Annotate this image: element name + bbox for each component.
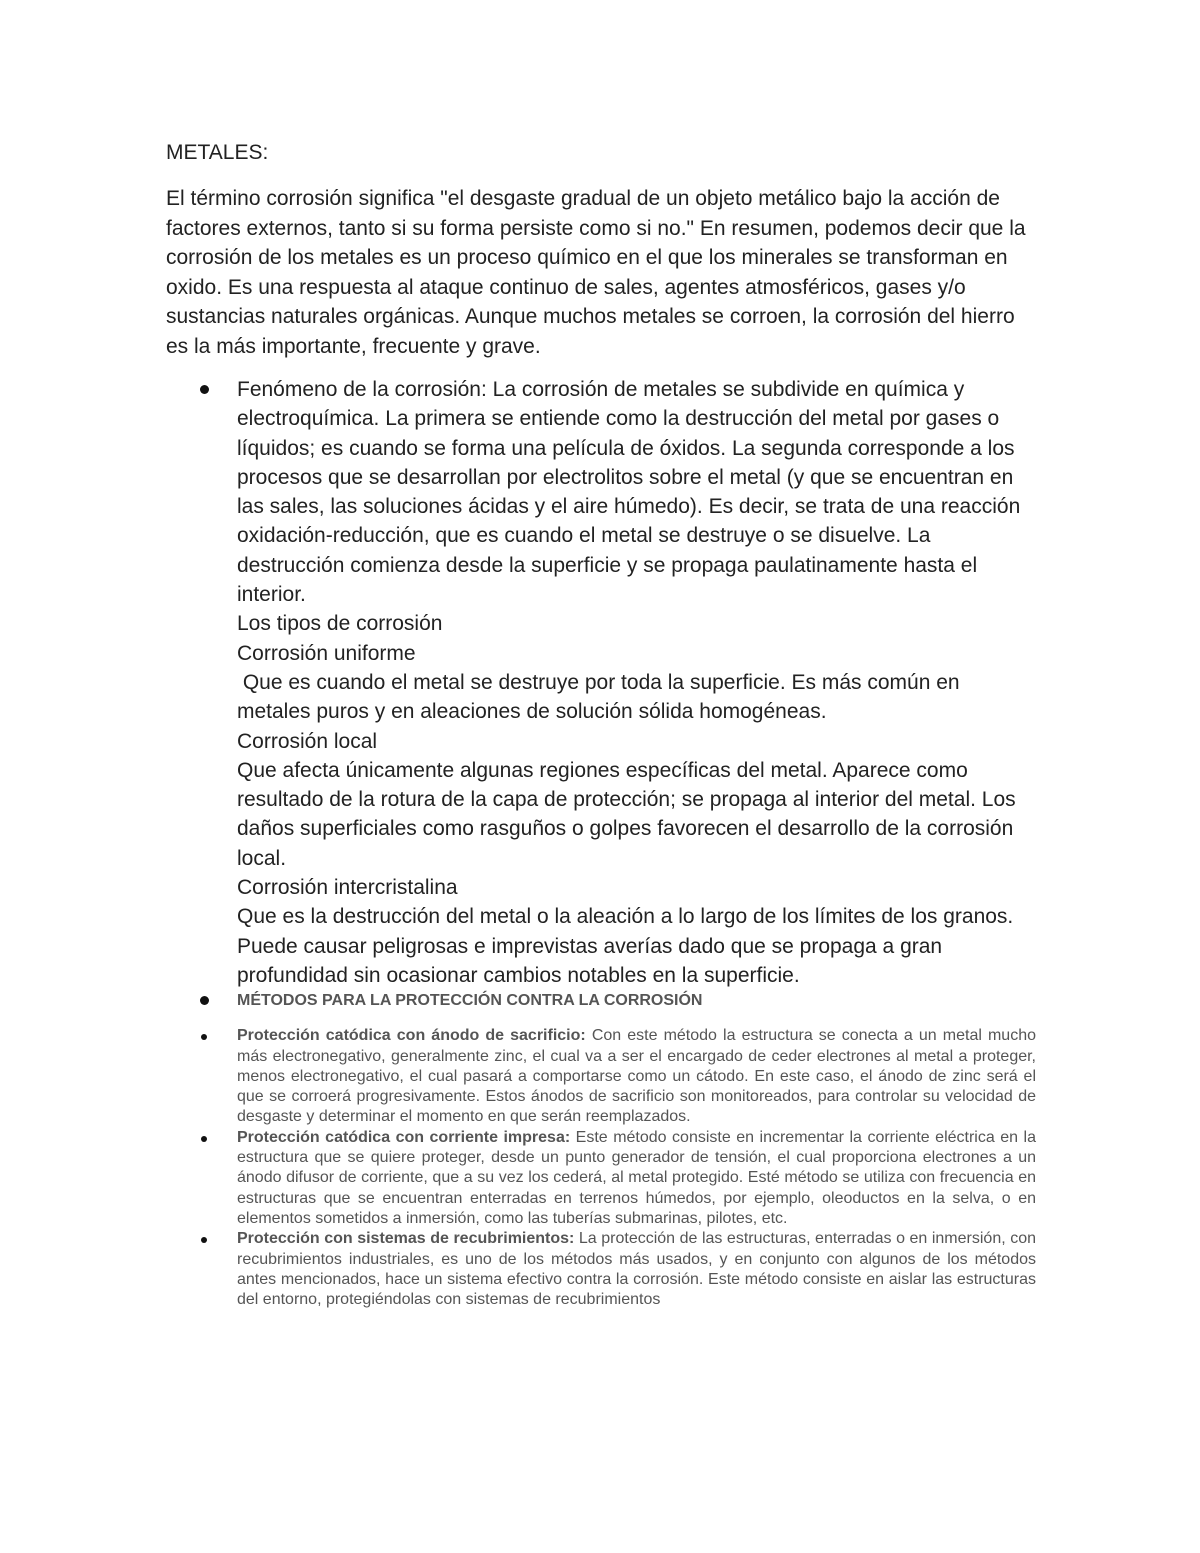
- method-text: La protección de las estructuras, enterradas o en inmersión, con recubrimientos industriales, es uno de los métodos más usados, y en conjunto con algunos de los métodos antes mencionados, hace un sistema efectivo contra la corrosión. Este método consiste en aislar las estructuras del entorno, protegiéndolas con sistemas de recubrimientos: [237, 1230, 1036, 1309]
- types-title: Los tipos de corrosión: [237, 612, 443, 636]
- list-item: [166, 1128, 1036, 1229]
- method-title: Protección con sistemas de recubrimientos:: [237, 1230, 575, 1248]
- method-text: Con este método la estructura se conecta a un metal mucho más electronegativo, generalmente zinc, el cual va a ser el encargado de ceder electrones al metal a proteger, menos electronegativo, el cual pasará a comportarse como un cátodo. En este caso, el ánodo de zinc será el que se corroerá progresivamente. Estos ánodos de sacrificio son monitoreados, para controlar su velocidad de desgaste y determinar el momento en que serán reemplazados.: [237, 1027, 1037, 1126]
- document-page: [166, 138, 1036, 1310]
- method-title: Protección catódica con corriente impresa:: [237, 1128, 571, 1146]
- local-title: Corrosión local: [237, 729, 378, 753]
- phenomenon-paragraph: Fenómeno de la corrosión: La corrosión de metales se subdivide en química y electroquímica. La primera se entiende como la destrucción del metal por gases o líquidos; es cuando se forma una película de óxidos. La segunda corresponde a los procesos que se desarrollan por electrolitos sobre el metal (y que se encuentran en las sales, las soluciones ácidas y el aire húmedo). Es decir, se trata de una reacción oxidación-reducción, que es cuando el metal se destruye o se disuelve. La destrucción comienza desde la superficie y se propaga paulatinamente hasta el interior.: [237, 378, 1021, 607]
- bullet-icon: [200, 996, 209, 1005]
- list-item: [166, 1229, 1036, 1310]
- method-text: Este método consiste en incrementar la corriente eléctrica en la estructura que se quiere proteger, desde un punto generador de tensión, el cual proporciona electrones a un ánodo difusor de corriente, que a su vez los cederá, al metal protegido. Esté método se utiliza con frecuencia en estructuras que se encuentran enterradas en terrenos húmedos, por ejemplo, oleoductos en la selva, o en elementos sometidos a inmersión, como las tuberías submarinas, pilotes, etc.: [237, 1128, 1036, 1227]
- uniform-text: Que es cuando el metal se destruye por toda la superficie. Es más común en metales puros y en aleaciones de solución sólida homogéneas.: [237, 670, 966, 724]
- intro-paragraph: El término corrosión significa "el desgaste gradual de un objeto metálico bajo la acción de factores externos, tanto si su forma persiste como si no." En resumen, podemos decir que la corrosión de los metales es un proceso químico en el que los minerales se transforman en oxido. Es una respuesta al ataque continuo de sales, agentes atmosféricos, gases y/o sustancias naturales orgánicas. Aunque muchos metales se corroen, la corrosión del hierro es la más importante, frecuente y grave.: [166, 187, 1026, 358]
- methods-heading: [166, 990, 1036, 1012]
- list-item: [166, 1026, 1036, 1127]
- methods-list: [166, 1026, 1036, 1310]
- phenomenon-list: [166, 375, 1036, 990]
- local-text: Que afecta únicamente algunas regiones específicas del metal. Aparece como resultado de la rotura de la capa de protección; se propaga al interior del metal. Los daños superficiales como rasguños o golpes favorecen el desarrollo de la corrosión local.: [237, 758, 1016, 870]
- method-title: Protección catódica con ánodo de sacrificio:: [237, 1027, 586, 1045]
- methods-title-text: MÉTODOS PARA LA PROTECCIÓN CONTRA LA CORROSIÓN: [237, 992, 703, 1010]
- intercrystalline-title: Corrosión intercristalina: [237, 876, 458, 900]
- bullet-icon: [201, 1034, 207, 1040]
- uniform-title: Corrosión uniforme: [237, 641, 416, 665]
- document-heading: METALES:: [166, 141, 269, 164]
- list-item: [166, 375, 1036, 990]
- bullet-icon: [201, 1136, 207, 1142]
- bullet-icon: [201, 1237, 207, 1243]
- intercrystalline-text: Que es la destrucción del metal o la aleación a lo largo de los límites de los granos. Puede causar peligrosas e imprevistas averías dado que se propaga a gran profundidad sin ocasionar cambios notables en la superficie.: [237, 905, 1014, 987]
- bullet-icon: [200, 385, 209, 394]
